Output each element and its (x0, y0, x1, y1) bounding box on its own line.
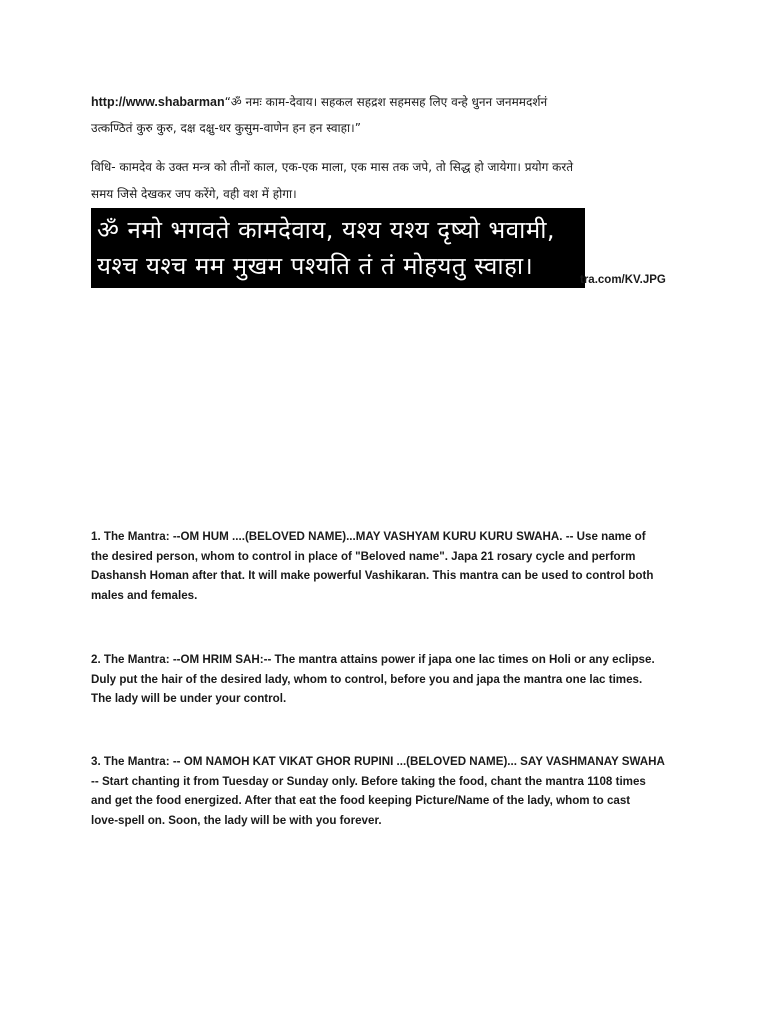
mantra-image-row-1: ॐ नमो भगवते कामदेवाय, यश्य यश्य दृष्यो भवामी, (97, 216, 556, 244)
mantra-image (91, 208, 585, 288)
paragraph-line: love-spell on. Soon, the lady will be with you forever. (91, 814, 382, 828)
image-url-tail-link[interactable]: tra.com/KV.JPG (580, 274, 666, 286)
hindi-mantra-line-1: “ॐ नमः काम-देवाय। सहकल सहद्रश सहमसह लिए वन्हे धुनन जनममदर्शनं (224, 95, 548, 109)
paragraph-line: Dashansh Homan after that. It will make powerful Vashikaran. This mantra can be used to control both (91, 569, 654, 583)
paragraph-mantra-2 (91, 650, 679, 709)
paragraph-line: and get the food energized. After that eat the food keeping Picture/Name of the lady, whom to cast (91, 794, 631, 808)
paragraph-line: Duly put the hair of the desired lady, whom to control, before you and japa the mantra one lac times. (91, 672, 643, 686)
url-prefix-link[interactable]: http://www.shabarman (91, 95, 225, 109)
paragraph-line: The lady will be under your control. (91, 692, 287, 706)
vidhi-line-1: विधि- कामदेव के उक्त मन्त्र को तीनों काल, एक-एक माला, एक मास तक जपे, तो सिद्ध हो जायेगा। प्रयोग करते (91, 160, 574, 174)
paragraph-line: 2. The Mantra: --OM HRIM SAH:-- The mantra attains power if japa one lac times on Holi or any eclipse. (91, 653, 655, 666)
paragraph-mantra-1 (91, 527, 679, 606)
paragraph-line: the desired person, whom to control in place of "Beloved name". Japa 21 rosary cycle and perform (91, 549, 636, 563)
header-line-1 (91, 92, 547, 112)
paragraph-line: males and females. (91, 589, 198, 603)
mantra-image-row-2: यश्च यश्च मम मुखम पश्यति तं तं मोहयतु स्वाहा। (97, 252, 534, 280)
hindi-mantra-line-2: उत्कण्ठितं कुरु कुरु, दक्ष दक्षु-धर कुसुम-वाणेन हन हन स्वाहा।” (91, 121, 361, 135)
paragraph-line: -- Start chanting it from Tuesday or Sunday only. Before taking the food, chant the mantra 1108 times (91, 774, 646, 788)
paragraph-line: 3. The Mantra: -- OM NAMOH KAT VIKAT GHOR RUPINI ...(BELOVED NAME)... SAY VASHMANAY SWAHA (91, 755, 665, 768)
paragraph-mantra-3 (91, 752, 679, 831)
vidhi-line-2: समय जिसे देखकर जप करेंगे, वही वश में होगा। (91, 187, 297, 201)
paragraph-line: 1. The Mantra: --OM HUM ....(BELOVED NAME)...MAY VASHYAM KURU KURU SWAHA. -- Use name of (91, 530, 646, 543)
